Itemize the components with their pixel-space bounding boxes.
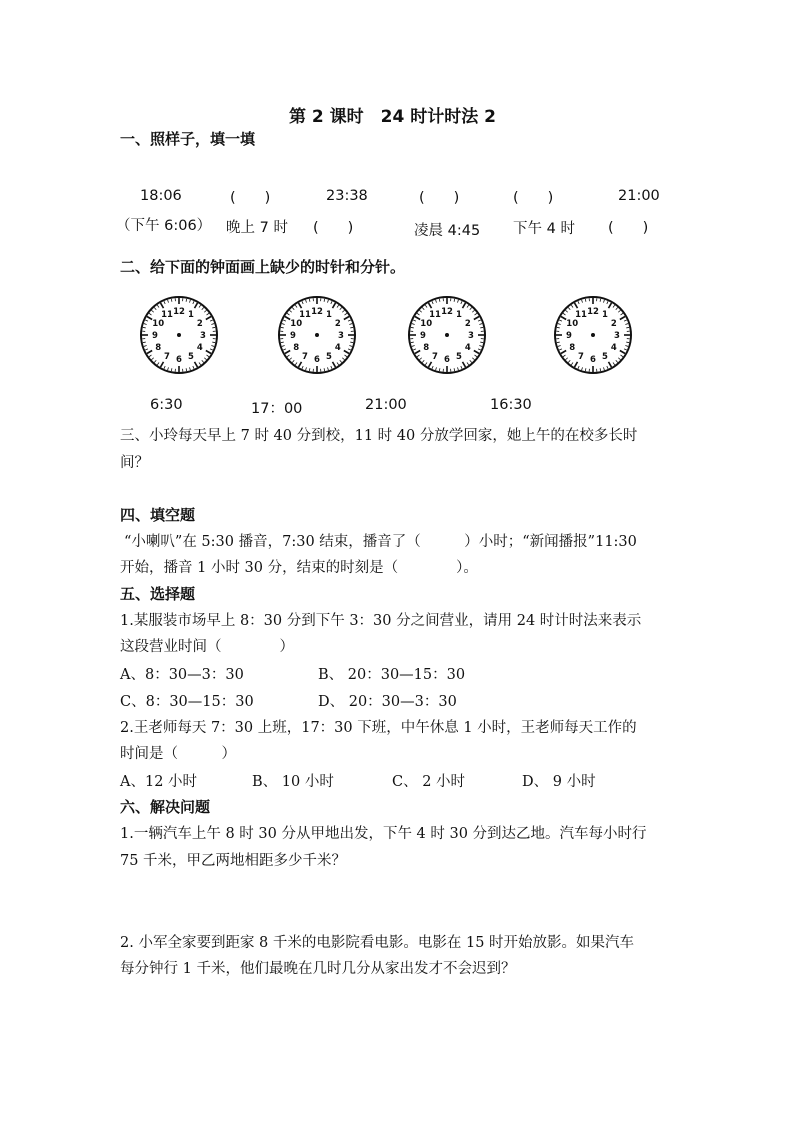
clock-face-2 (276, 294, 358, 376)
minute-tick (417, 313, 419, 315)
s5-q1-option-d[interactable]: D、 20：30—3：30 (318, 694, 457, 710)
clock-number: 11 (575, 310, 587, 321)
minute-tick (190, 367, 191, 370)
minute-tick (436, 367, 437, 370)
minute-tick (563, 313, 565, 315)
minute-tick (342, 358, 344, 360)
hour-tick (463, 362, 466, 367)
minute-tick (454, 368, 455, 371)
hour-tick (575, 362, 578, 367)
minute-tick (411, 327, 414, 328)
minute-tick (425, 305, 427, 307)
hour-tick (299, 303, 302, 308)
s6-q2-line2: 每分钟行 1 千米，他们最晚在几时几分从家出发才不会迟到？ (120, 961, 516, 977)
minute-tick (149, 313, 151, 315)
minute-tick (306, 300, 307, 303)
minute-tick (461, 366, 462, 369)
minute-tick (467, 363, 469, 365)
minute-tick (475, 313, 477, 315)
clock-number: 5 (188, 351, 194, 362)
minute-tick (154, 360, 156, 362)
minute-tick (211, 346, 214, 347)
clock-number: 8 (569, 343, 576, 353)
minute-tick (199, 305, 201, 307)
clock-number: 4 (464, 343, 471, 353)
minute-tick (559, 320, 562, 321)
hour-tick (333, 303, 336, 308)
clock-number: 12 (441, 307, 453, 317)
minute-tick (309, 368, 310, 371)
s6-q1-line1: 1.一辆汽车上午 8 时 30 分从甲地出发，下午 4 时 30 分到达乙地。汽车每小时行 (120, 826, 647, 842)
clock-time-1: 6:30 (150, 397, 183, 413)
s5-q1-option-a[interactable]: A、8：30—3：30 (120, 667, 244, 683)
hour-tick (609, 303, 612, 308)
clock-number: 8 (155, 343, 162, 353)
minute-tick (149, 355, 151, 357)
minute-tick (143, 327, 146, 328)
s5-q2-option-c[interactable]: C、 2 小时 (392, 774, 466, 790)
minute-tick (331, 301, 332, 304)
minute-tick (566, 358, 568, 360)
s6-q1-line2: 75 千米，甲乙两地相距多少千米？ (120, 853, 347, 869)
minute-tick (345, 313, 347, 315)
minute-tick (204, 310, 206, 312)
hour-tick (620, 351, 625, 354)
minute-tick (568, 360, 570, 362)
clock-number: 2 (610, 319, 617, 329)
minute-tick (558, 346, 561, 347)
minute-tick (479, 346, 482, 347)
minute-tick (168, 300, 169, 303)
minute-tick (171, 299, 172, 302)
clock-number: 1 (602, 310, 608, 321)
minute-tick (613, 363, 615, 365)
minute-tick (287, 313, 289, 315)
minute-tick (600, 299, 601, 302)
minute-tick (164, 301, 165, 304)
hour-tick (195, 303, 198, 308)
clock-number: 9 (290, 331, 296, 341)
clock-center-dot (591, 333, 595, 337)
hour-tick (344, 351, 349, 354)
minute-tick (348, 349, 351, 350)
clock-time-3: 21:00 (365, 397, 407, 413)
minute-tick (480, 327, 483, 328)
minute-tick (349, 346, 352, 347)
minute-tick (582, 367, 583, 370)
clock-face-4 (552, 294, 634, 376)
minute-tick (604, 367, 605, 370)
s1-r2-c1: （下午 6:06） (116, 218, 212, 234)
minute-tick (152, 310, 154, 312)
s5-q1-line1: 1.某服装市场早上 8：30 分到下午 3：30 分之间营业，请用 24 时计时法来表示 (120, 613, 642, 629)
clock-number: 12 (587, 307, 599, 317)
clock-time-4: 16:30 (490, 397, 532, 413)
minute-tick (144, 324, 147, 325)
minute-tick (557, 342, 560, 343)
minute-tick (467, 305, 469, 307)
hour-tick (344, 317, 349, 320)
minute-tick (413, 320, 416, 321)
hour-tick (161, 362, 164, 367)
minute-tick (582, 300, 583, 303)
hour-tick (620, 317, 625, 320)
s5-q2-option-b[interactable]: B、 10 小时 (252, 774, 334, 790)
clock-center-dot (177, 333, 181, 337)
clock-number: 11 (429, 310, 441, 321)
minute-tick (607, 366, 608, 369)
minute-tick (432, 366, 433, 369)
minute-tick (295, 363, 297, 365)
minute-tick (164, 366, 165, 369)
minute-tick (458, 367, 459, 370)
minute-tick (607, 301, 608, 304)
minute-tick (282, 346, 285, 347)
minute-tick (282, 324, 285, 325)
hour-tick (415, 351, 420, 354)
minute-tick (348, 320, 351, 321)
clock-number: 11 (299, 310, 311, 321)
minute-tick (422, 308, 424, 310)
clock-number: 4 (334, 343, 341, 353)
minute-tick (186, 368, 187, 371)
minute-tick (439, 368, 440, 371)
minute-tick (571, 363, 573, 365)
s5-q1-line2: 这段营业时间（ ） (120, 639, 294, 655)
minute-tick (571, 305, 573, 307)
minute-tick (624, 349, 627, 350)
minute-tick (143, 342, 146, 343)
clock-number: 12 (173, 307, 185, 317)
clock-number: 7 (432, 351, 438, 362)
minute-tick (328, 300, 329, 303)
minute-tick (425, 363, 427, 365)
clock-number: 6 (590, 355, 596, 365)
section6-heading: 六、解决问题 (120, 798, 211, 816)
minute-tick (412, 346, 415, 347)
clock-number: 5 (602, 351, 608, 362)
clock-number: 3 (468, 331, 474, 341)
clock-center-dot (315, 333, 319, 337)
minute-tick (345, 355, 347, 357)
minute-tick (349, 324, 352, 325)
clock-face-3 (406, 294, 488, 376)
clock-number: 8 (423, 343, 430, 353)
s6-q2-line1: 2. 小军全家要到距家 8 千米的电影院看电影。电影在 15 时开始放影。如果汽车 (120, 935, 635, 951)
section1-heading: 一、照样子，填一填 (120, 130, 256, 148)
clock-number: 2 (196, 319, 203, 329)
s5-q2-line1: 2.王老师每天 7：30 上班，17：30 下班，中午休息 1 小时，王老师每天工作的 (120, 720, 637, 736)
minute-tick (186, 299, 187, 302)
minute-tick (625, 346, 628, 347)
minute-tick (190, 300, 191, 303)
minute-tick (306, 367, 307, 370)
hour-tick (285, 351, 290, 354)
clock-number: 4 (610, 343, 617, 353)
minute-tick (202, 360, 204, 362)
clock-number: 3 (338, 331, 344, 341)
clock-number: 5 (326, 351, 332, 362)
minute-tick (152, 358, 154, 360)
minute-tick (454, 299, 455, 302)
minute-tick (328, 367, 329, 370)
minute-tick (472, 310, 474, 312)
minute-tick (618, 358, 620, 360)
clock-number: 1 (326, 310, 332, 321)
minute-tick (461, 301, 462, 304)
minute-tick (436, 300, 437, 303)
s1-r1-c1: 18:06 (140, 188, 182, 204)
minute-tick (281, 342, 284, 343)
minute-tick (578, 366, 579, 369)
hour-tick (206, 317, 211, 320)
hour-tick (609, 362, 612, 367)
s4-line1: “小喇叭”在 5:30 播音，7:30 结束，播音了（ ）小时；“新闻播报”11:30 (124, 534, 637, 550)
minute-tick (193, 301, 194, 304)
hour-tick (161, 303, 164, 308)
minute-tick (618, 310, 620, 312)
minute-tick (210, 349, 213, 350)
minute-tick (324, 368, 325, 371)
minute-tick (626, 327, 629, 328)
clock-number: 9 (566, 331, 572, 341)
s1-r1-c3: 23:38 (326, 188, 368, 204)
clock-number: 10 (290, 319, 303, 329)
minute-tick (193, 366, 194, 369)
s3-line2: 间？ (120, 455, 149, 471)
minute-tick (566, 310, 568, 312)
minute-tick (420, 358, 422, 360)
minute-tick (202, 308, 204, 310)
clock-number: 9 (152, 331, 158, 341)
minute-tick (557, 327, 560, 328)
clock-number: 4 (196, 343, 203, 353)
s1-r1-c5[interactable]: ( ) (513, 190, 554, 206)
minute-tick (292, 360, 294, 362)
minute-tick (422, 360, 424, 362)
minute-tick (626, 342, 629, 343)
minute-tick (295, 305, 297, 307)
clock-number: 5 (456, 351, 462, 362)
s5-q1-option-b[interactable]: B、 20：30—15：30 (318, 667, 466, 683)
s5-q1-option-c[interactable]: C、8：30—15：30 (120, 694, 254, 710)
hour-tick (429, 303, 432, 308)
minute-tick (420, 310, 422, 312)
clock-number: 6 (176, 355, 182, 365)
minute-tick (199, 363, 201, 365)
s1-r1-c4[interactable]: ( ) (419, 190, 460, 206)
clock-number: 1 (456, 310, 462, 321)
minute-tick (342, 310, 344, 312)
minute-tick (624, 320, 627, 321)
clock-number: 10 (566, 319, 579, 329)
clock-center-dot (445, 333, 449, 337)
minute-tick (309, 299, 310, 302)
clock-face-1 (138, 294, 220, 376)
s3-line1: 三、小玲每天早上 7 时 40 分到校，11 时 40 分放学回家，她上午的在校多长时 (120, 428, 638, 444)
minute-tick (324, 299, 325, 302)
minute-tick (604, 300, 605, 303)
clock-number: 7 (578, 351, 584, 362)
clock-number: 2 (464, 319, 471, 329)
minute-tick (207, 313, 209, 315)
minute-tick (157, 363, 159, 365)
page-title: 第 2 课时 24 时计时法 2 (289, 107, 496, 127)
s5-q2-option-a[interactable]: A、12 小时 (120, 774, 198, 790)
minute-tick (472, 358, 474, 360)
hour-tick (299, 362, 302, 367)
s5-q2-line2: 时间是（ ） (120, 746, 236, 762)
minute-tick (145, 320, 148, 321)
minute-tick (337, 305, 339, 307)
minute-tick (478, 320, 481, 321)
hour-tick (463, 303, 466, 308)
minute-tick (470, 308, 472, 310)
minute-tick (154, 308, 156, 310)
minute-tick (475, 355, 477, 357)
minute-tick (621, 313, 623, 315)
minute-tick (479, 324, 482, 325)
minute-tick (212, 327, 215, 328)
clock-number: 1 (188, 310, 194, 321)
minute-tick (585, 368, 586, 371)
clock-number: 7 (302, 351, 308, 362)
s5-q2-option-d[interactable]: D、 9 小时 (522, 774, 596, 790)
s1-r2-c6[interactable]: ( ) (608, 220, 649, 236)
s1-r1-c6: 21:00 (618, 188, 660, 204)
hour-tick (429, 362, 432, 367)
clock-number: 8 (293, 343, 300, 353)
minute-tick (281, 327, 284, 328)
clock-number: 7 (164, 351, 170, 362)
minute-tick (432, 301, 433, 304)
clock-number: 6 (444, 355, 450, 365)
hour-tick (474, 351, 479, 354)
minute-tick (411, 342, 414, 343)
minute-tick (207, 355, 209, 357)
minute-tick (417, 355, 419, 357)
section4-heading: 四、填空题 (120, 506, 196, 524)
clock-number: 2 (334, 319, 341, 329)
section5-heading: 五、选择题 (120, 585, 196, 603)
section2-heading: 二、给下面的钟面画上缺少的时针和分针。 (120, 258, 406, 276)
minute-tick (171, 368, 172, 371)
minute-tick (204, 358, 206, 360)
minute-tick (480, 342, 483, 343)
minute-tick (625, 324, 628, 325)
clock-number: 3 (614, 331, 620, 341)
clock-number: 6 (314, 355, 320, 365)
hour-tick (206, 351, 211, 354)
clock-number: 12 (311, 307, 323, 317)
clock-number: 10 (420, 319, 433, 329)
minute-tick (558, 324, 561, 325)
minute-tick (157, 305, 159, 307)
hour-tick (575, 303, 578, 308)
minute-tick (292, 308, 294, 310)
minute-tick (616, 360, 618, 362)
minute-tick (621, 355, 623, 357)
minute-tick (283, 349, 286, 350)
hour-tick (195, 362, 198, 367)
minute-tick (144, 346, 147, 347)
minute-tick (340, 308, 342, 310)
minute-tick (616, 308, 618, 310)
minute-tick (302, 366, 303, 369)
hour-tick (147, 351, 152, 354)
minute-tick (413, 349, 416, 350)
minute-tick (290, 310, 292, 312)
minute-tick (585, 299, 586, 302)
minute-tick (212, 342, 215, 343)
minute-tick (290, 358, 292, 360)
minute-tick (283, 320, 286, 321)
minute-tick (568, 308, 570, 310)
minute-tick (439, 299, 440, 302)
minute-tick (470, 360, 472, 362)
s1-r2-c2: 晚上 7 时 (226, 220, 288, 236)
minute-tick (613, 305, 615, 307)
minute-tick (210, 320, 213, 321)
clock-time-2: 17：00 (251, 401, 303, 417)
minute-tick (340, 360, 342, 362)
hour-tick (333, 362, 336, 367)
hour-tick (561, 351, 566, 354)
minute-tick (145, 349, 148, 350)
s1-r2-c5: 下午 4 时 (513, 221, 575, 237)
minute-tick (331, 366, 332, 369)
minute-tick (211, 324, 214, 325)
minute-tick (302, 301, 303, 304)
minute-tick (412, 324, 415, 325)
minute-tick (478, 349, 481, 350)
minute-tick (559, 349, 562, 350)
minute-tick (563, 355, 565, 357)
clock-number: 9 (420, 331, 426, 341)
minute-tick (578, 301, 579, 304)
minute-tick (287, 355, 289, 357)
minute-tick (458, 300, 459, 303)
clock-number: 3 (200, 331, 206, 341)
clock-number: 10 (152, 319, 165, 329)
clock-number: 11 (161, 310, 173, 321)
s1-r2-c4: 凌晨 4:45 (414, 223, 481, 239)
s1-r2-c3[interactable]: ( ) (313, 220, 354, 236)
minute-tick (350, 327, 353, 328)
minute-tick (168, 367, 169, 370)
s1-r1-c2[interactable]: ( ) (230, 190, 271, 206)
minute-tick (350, 342, 353, 343)
minute-tick (337, 363, 339, 365)
s4-line2: 开始，播音 1 小时 30 分，结束的时刻是（ ）。 (120, 560, 478, 576)
hour-tick (474, 317, 479, 320)
minute-tick (600, 368, 601, 371)
